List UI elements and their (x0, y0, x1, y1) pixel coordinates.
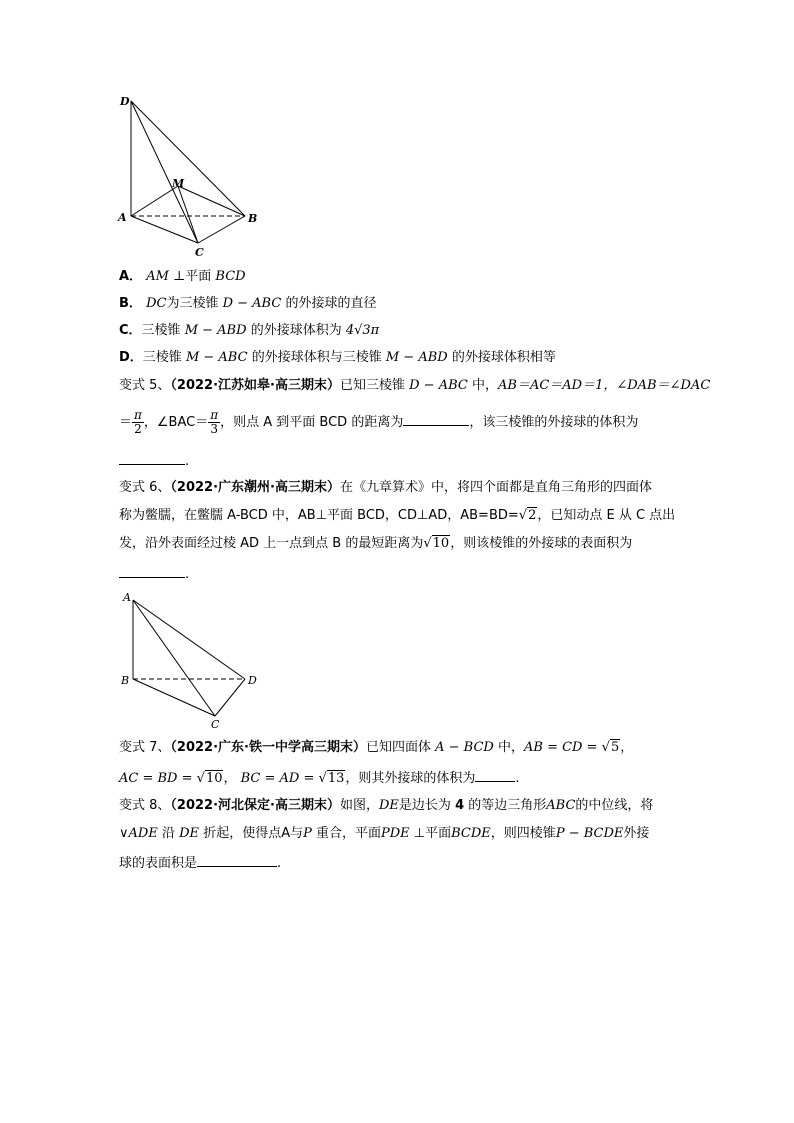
variant-8-line2b: 沿 (161, 826, 175, 841)
option-d (119, 348, 556, 368)
option-b-text1: 为三棱锥 (166, 296, 219, 311)
variant-7-line-2 (119, 767, 520, 789)
figure1-label-c: C (195, 246, 204, 259)
variant-7-text1: 已知四面体 (365, 740, 431, 755)
option-b-math2: D − ABC (222, 296, 282, 311)
variant-5-condition: AB＝AC＝AD＝1，∠DAB＝∠DAC (498, 378, 711, 393)
variant-5-line-2 (119, 408, 638, 438)
option-b (119, 294, 376, 314)
variant-6-text1: 在《九章算术》中，将四个面都是直角三角形的四面体 (339, 480, 652, 495)
variant-8-line2d: 重合，平面 (315, 826, 381, 841)
variant-8-math8: P − BCDE (555, 826, 624, 841)
variant-5-text2: 中， (471, 378, 498, 393)
variant-8-text2: 是边长为 (398, 798, 451, 813)
figure1-label-m: M (172, 177, 185, 190)
variant-7-sqrt10-radicand: 10 (205, 771, 223, 786)
variant-8-source: （2022·河北保定·高三期末） (170, 798, 340, 813)
variant-8-vee-symbol: ∨ (119, 826, 129, 841)
variant-5-head: 变式 5、 (119, 378, 171, 393)
option-b-letter: B． (119, 296, 142, 311)
variant-7-text2: 中， (497, 740, 524, 755)
option-d-text1: 三棱锥 (142, 350, 182, 365)
variant-6-line3-text: 发，沿外表面经过棱 AD 上一点到点 B 的最短距离为 (119, 536, 424, 551)
variant-8-math3: ADE (128, 826, 158, 841)
variant-8-math7: BCDE (451, 826, 491, 841)
variant-8-line-3 (119, 852, 281, 874)
variant-8-answer-blank[interactable] (197, 852, 277, 867)
variant-8-text1: 如图， (339, 798, 379, 813)
variant-5-text5: ，该三棱锥的外接球的体积为 (469, 415, 639, 430)
variant-8-line-1 (119, 796, 653, 816)
variant-5-text1: 已知三棱锥 (339, 378, 405, 393)
variant-7-sep-2: ， (223, 771, 237, 786)
variant-5-answer-blank-1[interactable] (403, 411, 469, 426)
variant-6-line2b-text: ，已知动点 E 从 C 点出 (537, 508, 676, 523)
variant-8-line-2 (119, 824, 649, 844)
option-d-letter: D． (119, 350, 143, 365)
variant-7-sep: ， (620, 740, 634, 755)
variant-7-answer-blank[interactable] (475, 767, 515, 782)
option-c-letter: C． (119, 323, 142, 338)
option-a-math2: BCD (215, 269, 246, 284)
variant-8-math5: P (303, 826, 312, 841)
variant-8-math1: DE (378, 798, 399, 813)
variant-6-line2-text: 称为鳖臑，在鳖臑 A-BCD 中，AB⊥平面 BCD，CD⊥AD，AB=BD= (119, 508, 519, 523)
variant-6-line3b-text: ，则该棱锥的外接球的表面积为 (450, 536, 633, 551)
option-b-text2: 的外接球的直径 (285, 296, 377, 311)
variant-8-text3: 的等边三角形 (468, 798, 547, 813)
figure1-label-d: D (120, 95, 130, 108)
variant-6-line-3 (119, 534, 632, 554)
variant-5-frac-2 (208, 409, 220, 436)
variant-7-sqrt-10: √10 (196, 771, 223, 786)
variant-6-line-1 (119, 478, 652, 498)
variant-5-line-3 (119, 450, 189, 472)
variant-5-source: （2022·江苏如皋·高三期末） (170, 378, 340, 393)
variant-7-eq2: AC = BD = (119, 771, 197, 786)
option-a-letter: A． (119, 269, 143, 284)
variant-8-math4: DE (179, 826, 200, 841)
option-c (119, 321, 379, 341)
variant-6-head: 变式 6、 (119, 480, 171, 495)
option-d-text3: 的外接球体积相等 (451, 350, 556, 365)
variant-6-sqrt-10: √10 (423, 536, 450, 551)
option-a-math: AM ⊥ (146, 269, 186, 284)
figure2-label-b: B (121, 674, 130, 687)
variant-8-line2e: ⊥平面 (413, 826, 452, 841)
option-d-math: M − ABC (185, 350, 248, 365)
variant-7-end: . (515, 771, 520, 786)
variant-6-line-2 (119, 506, 675, 526)
variant-5-math1: D − ABC (409, 378, 468, 393)
figure-tetrahedron-dabc (110, 88, 270, 260)
option-a (119, 267, 246, 287)
variant-8-line2f: ，则四棱锥 (490, 826, 556, 841)
option-d-text2: 的外接球体积与三棱锥 (251, 350, 382, 365)
variant-7-sqrt5-radicand: 5 (610, 740, 620, 755)
variant-8-math6: PDE (381, 826, 410, 841)
variant-5-frac2-num: π (210, 408, 219, 422)
variant-5-line-1 (119, 376, 710, 396)
variant-8-line2c: 折起，使得点A与 (203, 826, 304, 841)
variant-7-math1: A − BCD (435, 740, 494, 755)
variant-5-equals: ＝ (119, 415, 133, 430)
option-a-text: 平面 (185, 269, 212, 284)
figure1-label-a: A (118, 211, 127, 224)
variant-7-source: （2022·广东·铁一中学高三期末） (170, 740, 366, 755)
variant-6-answer-blank[interactable] (119, 563, 185, 578)
variant-8-line3: 球的表面积是 (119, 856, 198, 871)
figure-bienao-abcd (115, 588, 265, 733)
variant-5-frac1-den: 2 (134, 422, 142, 436)
variant-5-text3: ，∠BAC＝ (143, 415, 209, 430)
option-c-value: 4√3π (345, 323, 380, 338)
variant-7-eq1: AB = CD = (524, 740, 602, 755)
variant-7-sqrt-5: √5 (601, 740, 620, 755)
variant-7-text3: ，则其外接球的体积为 (345, 771, 476, 786)
variant-5-answer-blank-2[interactable] (119, 450, 185, 465)
variant-7-head: 变式 7、 (119, 740, 171, 755)
figure1-label-b: B (248, 212, 258, 225)
variant-6-line-4 (119, 563, 189, 585)
variant-8-text4: 的中位线，将 (575, 798, 654, 813)
variant-6-end: . (185, 567, 190, 582)
figure2-label-a: A (123, 591, 131, 604)
variant-5-frac-1 (132, 409, 144, 436)
variant-6-sqrt2-radicand: 2 (528, 508, 537, 523)
variant-5-frac2-den: 3 (210, 422, 218, 436)
variant-7-sqrt-13: √13 (318, 771, 345, 786)
variant-8-head: 变式 8、 (119, 798, 171, 813)
variant-6-sqrt10-radicand: 10 (432, 536, 450, 551)
variant-6-source: （2022·广东潮州·高三期末） (170, 480, 340, 495)
variant-8-num: 4 (455, 798, 465, 813)
option-d-math2: M − ABD (385, 350, 448, 365)
variant-7-sqrt13-radicand: 13 (327, 771, 345, 786)
variant-8-math2: ABC (546, 798, 576, 813)
option-c-math: M − ABD (184, 323, 247, 338)
variant-7-eq3: BC = AD = (240, 771, 319, 786)
variant-6-sqrt-2: √2 (518, 508, 537, 523)
option-c-text2: 的外接球体积为 (250, 323, 342, 338)
variant-8-end: . (277, 856, 282, 871)
figure2-label-c: C (211, 718, 220, 731)
variant-7-line-1 (119, 738, 633, 758)
variant-5-text4: ，则点 A 到平面 BCD 的距离为 (220, 415, 404, 430)
variant-5-end: . (185, 454, 190, 469)
figure2-label-d: D (248, 674, 257, 687)
variant-5-frac1-num: π (134, 408, 142, 422)
option-c-text1: 三棱锥 (141, 323, 181, 338)
variant-8-line2g: 外接 (623, 826, 650, 841)
option-b-math: DC (146, 296, 167, 311)
